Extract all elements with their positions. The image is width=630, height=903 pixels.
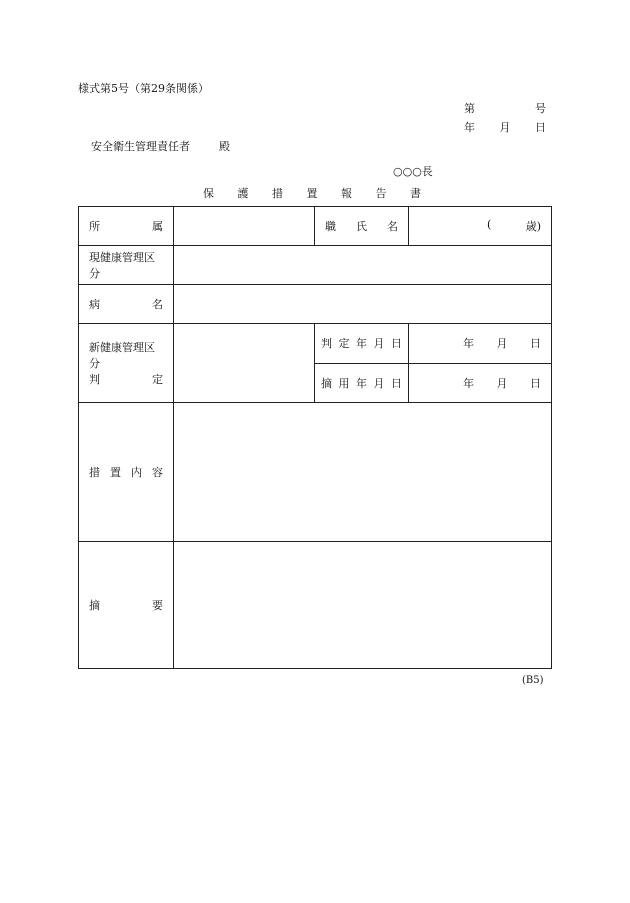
disease-label-char: 病 bbox=[89, 298, 100, 311]
apply-date-value[interactable] bbox=[409, 363, 552, 403]
disease-value[interactable] bbox=[174, 285, 552, 324]
measures-label-char: 容 bbox=[152, 466, 163, 479]
affiliation-label-char: 所 bbox=[89, 220, 100, 233]
title-char: 報 bbox=[341, 187, 352, 200]
new-class-label bbox=[79, 324, 174, 403]
job-name-label-char: 職 bbox=[325, 220, 336, 233]
job-name-label-char: 名 bbox=[387, 220, 398, 233]
apply-year: 年 bbox=[463, 376, 474, 390]
new-class-value[interactable] bbox=[174, 324, 315, 403]
new-class-label-char: 判 bbox=[89, 373, 100, 386]
summary-label bbox=[79, 542, 174, 669]
row-measures bbox=[79, 403, 552, 542]
current-class-value[interactable] bbox=[174, 246, 552, 285]
affiliation-value[interactable] bbox=[174, 207, 315, 246]
judgment-date-label-char: 月 bbox=[373, 337, 385, 351]
date-day: 日 bbox=[535, 121, 546, 134]
row-affiliation bbox=[79, 207, 552, 246]
new-class-label-char: 定 bbox=[152, 373, 163, 386]
judgment-date-label-char: 判 bbox=[321, 337, 332, 351]
judgment-day: 日 bbox=[530, 337, 541, 351]
apply-date-label-char: 日 bbox=[391, 376, 402, 390]
judgment-date-value[interactable] bbox=[409, 324, 552, 364]
new-class-label-line1: 新健康管理区分 bbox=[89, 341, 155, 370]
row-current-class bbox=[79, 246, 552, 285]
document-title bbox=[203, 185, 421, 201]
job-name-label-char: 氏 bbox=[356, 220, 367, 233]
row-summary bbox=[79, 542, 552, 669]
disease-label-char: 名 bbox=[152, 298, 163, 311]
title-char: 置 bbox=[306, 187, 318, 200]
report-form-table bbox=[78, 206, 552, 669]
addressee bbox=[91, 138, 230, 154]
current-class-label-text: 現健康管理区分 bbox=[89, 251, 155, 280]
title-char: 護 bbox=[237, 187, 249, 200]
judgment-date-label-char: 定 bbox=[338, 337, 350, 351]
judgment-date-label-char: 年 bbox=[356, 337, 367, 351]
sender: ○○○長 bbox=[393, 165, 433, 178]
title-char: 措 bbox=[272, 187, 283, 200]
row-new-class-1 bbox=[79, 324, 552, 364]
measures-label-char: 内 bbox=[131, 466, 142, 479]
age-close: 歳) bbox=[525, 220, 541, 233]
measures-label-char: 措 bbox=[89, 466, 100, 479]
measures-label-char: 置 bbox=[110, 466, 121, 479]
addressee-name: 安全衛生管理責任者 bbox=[91, 140, 190, 153]
apply-date-label-char: 用 bbox=[338, 376, 350, 390]
apply-date-label-char: 摘 bbox=[321, 376, 332, 390]
affiliation-label-char: 属 bbox=[152, 220, 163, 233]
title-char: 告 bbox=[375, 187, 387, 200]
summary-label-char: 摘 bbox=[89, 599, 100, 612]
title-char: 保 bbox=[203, 187, 214, 200]
apply-date-label-char: 月 bbox=[373, 376, 385, 390]
disease-label bbox=[79, 285, 174, 324]
measures-value[interactable] bbox=[174, 403, 552, 542]
judgment-date-label bbox=[315, 324, 409, 364]
judgment-year: 年 bbox=[463, 337, 474, 351]
row-disease bbox=[79, 285, 552, 324]
document-number bbox=[464, 100, 546, 116]
number-prefix: 第 bbox=[464, 102, 475, 115]
measures-label bbox=[79, 403, 174, 542]
number-suffix: 号 bbox=[535, 102, 546, 115]
summary-value[interactable] bbox=[174, 542, 552, 669]
addressee-honorific: 殿 bbox=[219, 140, 230, 153]
document-date bbox=[464, 119, 546, 135]
affiliation-label bbox=[79, 207, 174, 246]
apply-date-label-char: 年 bbox=[356, 376, 367, 390]
judgment-month: 月 bbox=[496, 337, 508, 351]
title-char: 書 bbox=[410, 187, 421, 200]
current-class-label bbox=[79, 246, 174, 285]
judgment-date-label-char: 日 bbox=[391, 337, 402, 351]
job-name-label bbox=[315, 207, 409, 246]
age-open: ( bbox=[487, 218, 492, 231]
paper-size-note: (B5) bbox=[522, 675, 544, 686]
date-month: 月 bbox=[499, 121, 511, 134]
apply-day: 日 bbox=[530, 376, 541, 390]
apply-month: 月 bbox=[496, 376, 508, 390]
date-year: 年 bbox=[464, 121, 475, 134]
apply-date-label bbox=[315, 363, 409, 403]
form-number: 様式第5号（第29条関係） bbox=[78, 82, 209, 95]
summary-label-char: 要 bbox=[152, 599, 163, 612]
name-age-value[interactable] bbox=[409, 207, 552, 246]
